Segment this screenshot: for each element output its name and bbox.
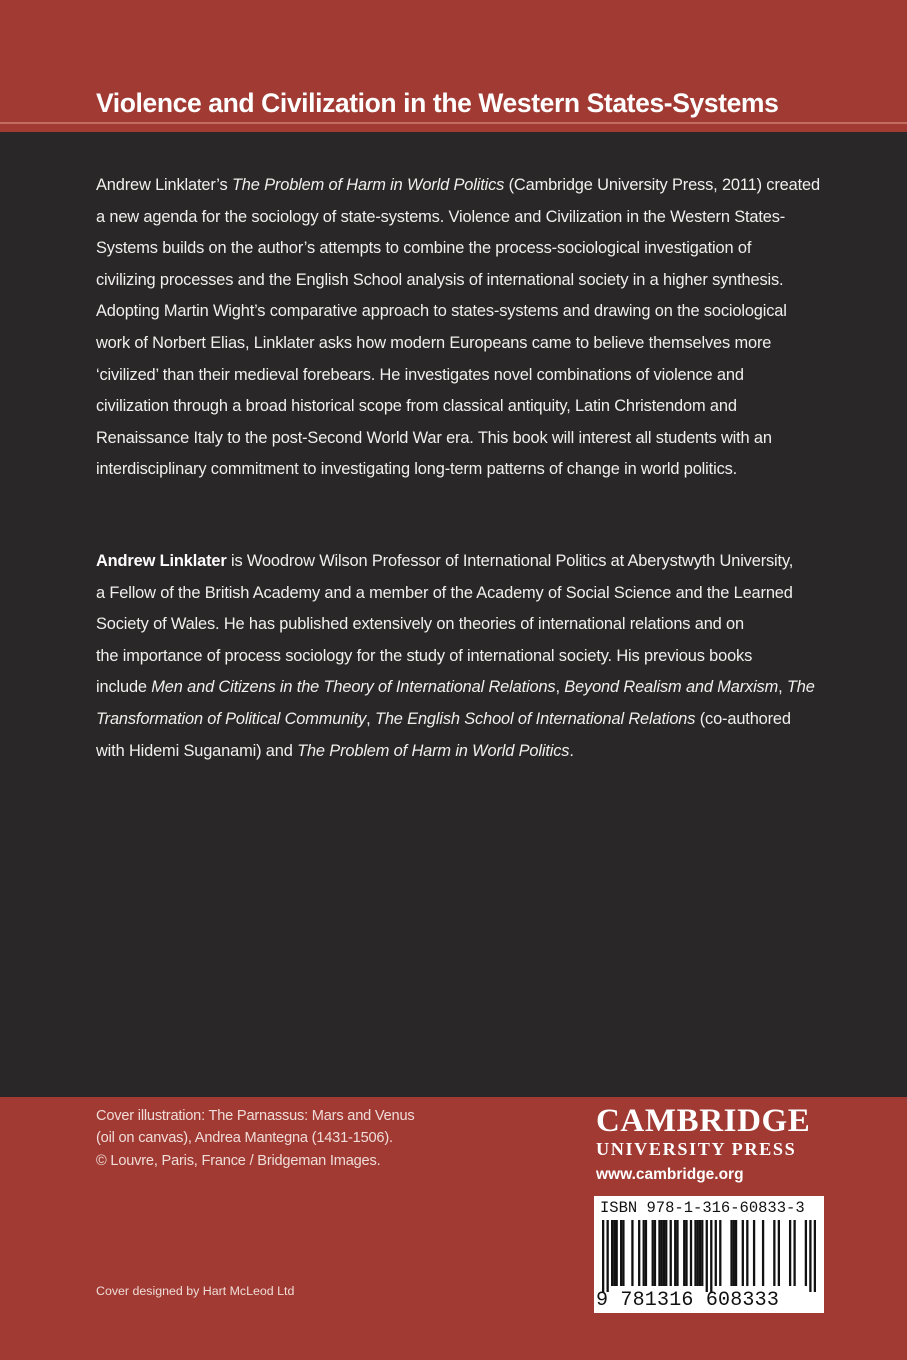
text-run: Systems builds on the author’s attempts to combine the process-sociological investigation of — [96, 239, 752, 258]
barcode-bar — [762, 1220, 764, 1286]
text-run: civilizing processes and the English School analysis of international society in a higher synthesis. — [96, 270, 784, 289]
barcode-bar — [697, 1220, 699, 1286]
publisher-subtitle: UNIVERSITY PRESS — [596, 1139, 797, 1159]
barcode-bar — [670, 1220, 672, 1286]
bio-line — [96, 578, 826, 610]
barcode-bar — [730, 1220, 732, 1286]
barcode-bar — [710, 1220, 712, 1292]
text-run: Adopting Martin Wight’s comparative approach to states-systems and drawing on the sociological — [96, 302, 787, 321]
top-band-rule — [0, 122, 907, 124]
author-bio-paragraph — [96, 546, 826, 767]
book-title: Violence and Civilization in the Western States-Systems — [96, 88, 779, 118]
barcode-bar — [611, 1220, 613, 1286]
barcode-bar — [699, 1220, 701, 1286]
barcode-bar — [683, 1220, 685, 1286]
barcode-bar — [685, 1220, 687, 1286]
italic-title: Men and Citizens in the Theory of International Relations — [151, 678, 556, 697]
barcode-bar — [631, 1220, 633, 1286]
barcode-bar — [715, 1220, 717, 1286]
barcode-bars — [602, 1220, 816, 1292]
publisher-logo — [596, 1104, 824, 1160]
barcode-bar — [620, 1220, 622, 1286]
blurb-paragraph — [96, 170, 826, 486]
bio-line — [96, 546, 826, 578]
barcode-box — [594, 1196, 824, 1313]
barcode-bar — [789, 1220, 791, 1286]
cover-illustration-credit — [96, 1105, 414, 1172]
text-run: the importance of process sociology for the study of international society. His previous books — [96, 646, 753, 665]
credit-line: © Louvre, Paris, France / Bridgeman Images. — [96, 1152, 381, 1169]
blurb-line — [96, 170, 826, 202]
barcode-bar — [690, 1220, 692, 1286]
barcode-bar — [735, 1220, 737, 1286]
barcode-bar — [733, 1220, 735, 1286]
barcode-bar — [661, 1220, 663, 1286]
barcode-bar — [814, 1220, 816, 1292]
barcode-bar — [643, 1220, 645, 1286]
text-run: . — [569, 741, 574, 760]
publisher-url[interactable]: www.cambridge.org — [596, 1166, 744, 1183]
barcode-bar — [663, 1220, 665, 1286]
publisher-name: CAMBRIDGE — [596, 1103, 811, 1139]
credit-line: Cover illustration: The Parnassus: Mars and Venus — [96, 1108, 415, 1124]
blurb-line — [96, 265, 826, 297]
text-run: (co-authored — [695, 709, 791, 728]
bio-line — [96, 736, 826, 768]
italic-title: The Problem of Harm in World Politics — [297, 741, 570, 760]
bio-line — [96, 609, 826, 641]
barcode-bar — [654, 1220, 656, 1286]
bio-line — [96, 704, 826, 736]
italic-title: The English School of International Relations — [374, 709, 696, 728]
italic-title: Beyond Realism and Marxism — [564, 678, 779, 697]
text-run: , — [778, 678, 787, 697]
credit-line: (oil on canvas), Andrea Mantegna (1431-1506). — [96, 1130, 393, 1147]
blurb-line — [96, 360, 826, 392]
barcode-bar — [746, 1220, 748, 1286]
barcode-bar — [742, 1220, 744, 1286]
text-run: with Hidemi Suganami) and — [96, 741, 298, 760]
text-run: civilization through a broad historical scope from classical antiquity, Latin Christendom and — [96, 397, 737, 416]
barcode-bar — [622, 1220, 624, 1286]
bio-line — [96, 641, 826, 673]
text-run: (Cambridge University Press, 2011) created — [504, 176, 820, 194]
text-run: a Fellow of the British Academy and a member of the Academy of Social Science and the Learned — [96, 583, 793, 602]
italic-title: The Problem of Harm in World Politics — [231, 176, 505, 194]
barcode-bar — [706, 1220, 708, 1292]
text-run: work of Norbert Elias, Linklater asks how modern Europeans came to believe themselves more — [96, 333, 772, 352]
text-run: Society of Wales. He has published extensively on theories of international relations and on — [96, 615, 744, 634]
barcode-bar — [793, 1220, 795, 1286]
barcode-bar — [809, 1220, 811, 1292]
italic-title: The — [786, 678, 815, 697]
isbn-label: ISBN 978-1-316-60833-3 — [600, 1199, 805, 1217]
blurb-line — [96, 202, 826, 234]
blurb-line — [96, 296, 826, 328]
bio-line — [96, 672, 826, 704]
barcode-bar — [674, 1220, 676, 1286]
text-run: , — [366, 709, 375, 728]
barcode-bar — [701, 1220, 703, 1286]
barcode-bar — [665, 1220, 667, 1286]
blurb-line — [96, 233, 826, 265]
ean-digits: 9 781316 608333 — [596, 1289, 780, 1312]
blurb-line — [96, 391, 826, 423]
author-name: Andrew Linklater — [96, 552, 227, 570]
cover-designer-credit: Cover designed by Hart McLeod Ltd — [96, 1284, 295, 1298]
text-run: a new agenda for the sociology of state-systems. Violence and Civilization in the Western States- — [96, 207, 786, 226]
text-run: ‘civilized’ than their medieval forebears. He investigates novel combinations of violence and — [96, 365, 744, 384]
blurb-line — [96, 423, 826, 455]
barcode-bar — [616, 1220, 618, 1286]
barcode-bar — [805, 1220, 807, 1286]
barcode-bar — [658, 1220, 660, 1286]
text-run: , — [555, 678, 565, 697]
barcode-bar — [638, 1220, 640, 1286]
barcode-bar — [602, 1220, 604, 1292]
barcode-bar — [613, 1220, 615, 1286]
barcode-bar — [778, 1220, 780, 1286]
blurb-line — [96, 454, 826, 486]
barcode-bar — [694, 1220, 696, 1286]
barcode-bar — [753, 1220, 755, 1286]
text-run: is Woodrow Wilson Professor of International Politics at Aberystwyth University, — [226, 552, 794, 570]
barcode-bar — [607, 1220, 609, 1292]
barcode-bar — [719, 1220, 721, 1286]
italic-title: Transformation of Political Community — [96, 709, 367, 728]
barcode-bar — [773, 1220, 775, 1286]
text-run: Renaissance Italy to the post-Second World War era. This book will interest all students with an — [96, 428, 772, 447]
barcode-bar — [645, 1220, 647, 1286]
blurb-line — [96, 328, 826, 360]
barcode-bar — [652, 1220, 654, 1286]
barcode-bar — [676, 1220, 678, 1286]
text-run: include — [96, 678, 152, 697]
text-run: Andrew Linklater’s — [96, 176, 232, 194]
text-run: interdisciplinary commitment to investigating long-term patterns of change in world politics. — [96, 460, 738, 479]
